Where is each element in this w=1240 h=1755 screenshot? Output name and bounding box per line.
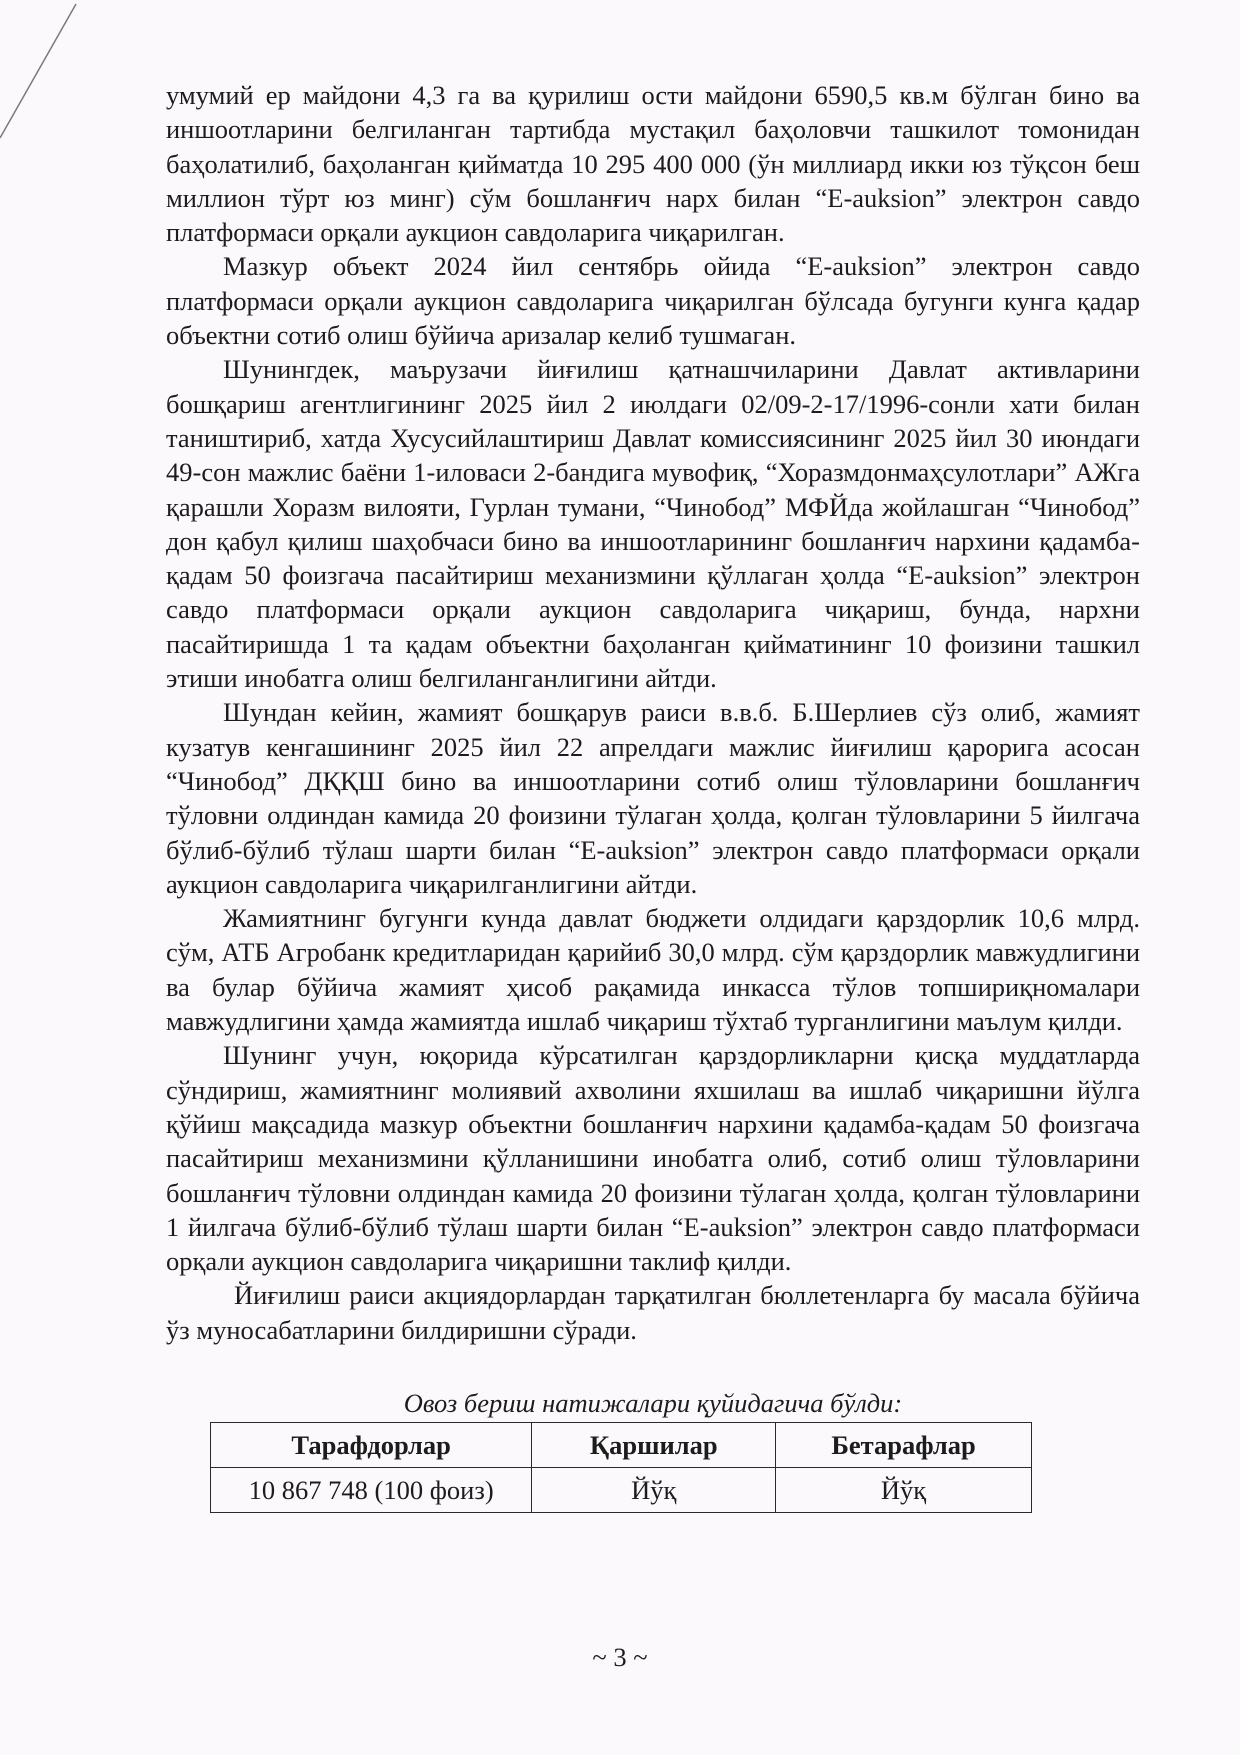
paragraph-1: умумий ер майдони 4,3 га ва қурилиш ости майдони 6590,5 кв.м бўлган бино ва иншоотларини белгиланган тартибда мустақил баҳоловчи ташкилот томонидан баҳолатилиб, баҳоланган қийматда 10 295 400 000 (ўн миллиард икки юз тўқсон беш миллион тўрт юз минг) сўм бошланғич нарх билан “E-auksion” электрон савдо платформаси орқали аукцион савдоларига чиқарилган. xyxy=(166,80,1140,248)
paragraph-4: Шундан кейин, жамият бошқарув раиси в.в.б. Б.Шерлиев сўз олиб, жамият кузатув кенгашининг 2025 йил 22 апрелдаги мажлис йиғилиш қарорига асосан “Чинобод” ДҚҚШ бино ва иншоотларини сотиб олиш тўловларини бошланғич тўловни олдиндан камида 20 фоизини тўлаган ҳолда, қолган тўловларини 5 йилгача бўлиб-бўлиб тўлаш шарти билан “E-auksion” электрон савдо платформаси орқали аукцион савдоларига чиқарилганлигини айтди. xyxy=(166,697,1140,899)
cell-abstained: Йўқ xyxy=(776,1468,1032,1513)
vote-caption: Овоз бериш натижалари қуйидагича бўлди: xyxy=(403,1388,903,1418)
header-supporters: Тарафдорлар xyxy=(211,1423,532,1468)
cell-against: Йўқ xyxy=(532,1468,776,1513)
table-header-row xyxy=(211,1423,1032,1468)
body-text xyxy=(166,78,1140,1347)
paragraph-6: Шунинг учун, юқорида кўрсатилган қарздорликларни қисқа муддатларда сўндириш, жамиятнинг молиявий ахволини яхшилаш ва ишлаб чиқаришни йўлга қўйиш мақсадида мазкур объектни бошланғич нархини қадамба-қадам 50 фоизгача пасайтириш механизмини қўлланишини инобатга олиб, сотиб олиш тўловларини бошланғич тўловни олдиндан камида 20 фоизини тўлаган ҳолда, қолган тўловларини 1 йилгача бўлиб-бўлиб тўлаш шарти билан “E-auksion” электрон савдо платформаси орқали аукцион савдоларига чиқаришни таклиф қилди. xyxy=(166,1040,1140,1277)
cell-supporters: 10 867 748 (100 фоиз) xyxy=(211,1468,532,1513)
table-row xyxy=(211,1468,1032,1513)
page-edge-shadow xyxy=(0,0,90,150)
paragraph-3: Шунингдек, маърузачи йиғилиш қатнашчиларини Давлат активларини бошқариш агентлигининг 2025 йил 2 июлдаги 02/09-2-17/1996-сонли хати билан таништириб, хатда Хусусийлаштириш Давлат комиссиясининг 2025 йил 30 июндаги 49-сон мажлис баёни 1-иловаси 2-бандига мувофиқ, “Хоразмдонмаҳсулотлари” АЖга қарашли Хоразм вилояти, Гурлан тумани, “Чинобод” МФЙда жойлашган “Чинобод” дон қабул қилиш шаҳобчаси бино ва иншоотларининг бошланғич нархини қадамба-қадам 50 фоизгача пасайтириш механизмини қўллаган ҳолда “E-auksion” электрон савдо платформаси орқали аукцион савдоларига чиқариш, бунда, нархни пасайтиришда 1 та қадам объектни баҳоланган қийматининг 10 фоизини ташкил этиши инобатга олиш белгиланганлигини айтди. xyxy=(166,354,1140,694)
paragraph-2: Мазкур объект 2024 йил сентябрь ойида “E-auksion” электрон савдо платформаси орқали аукцион савдоларига чиқарилган бўлсада бугунги кунга қадар объектни сотиб олиш бўйича аризалар келиб тушмаган. xyxy=(166,251,1140,351)
header-against: Қаршилар xyxy=(532,1423,776,1468)
paragraph-7: Йиғилиш раиси акциядорлардан тарқатилган бюллетенларга бу масала бўйича ўз муносабатларини билдиришни сўради. xyxy=(166,1280,1140,1345)
header-abstained: Бетарафлар xyxy=(776,1423,1032,1468)
page-number: ~ 3 ~ xyxy=(592,1642,648,1672)
vote-results-table xyxy=(210,1422,1032,1513)
paragraph-5: Жамиятнинг бугунги кунда давлат бюджети олдидаги қарздорлик 10,6 млрд. сўм, АТБ Агробанк кредитларидан қарийиб 30,0 млрд. сўм қарздорлик мавжудлигини ва булар бўйича жамият ҳисоб рақамида инкасса тўлов топшириқномалари мавжудлигини ҳамда жамиятда ишлаб чиқариш тўхтаб турганлигини маълум қилди. xyxy=(166,903,1140,1037)
